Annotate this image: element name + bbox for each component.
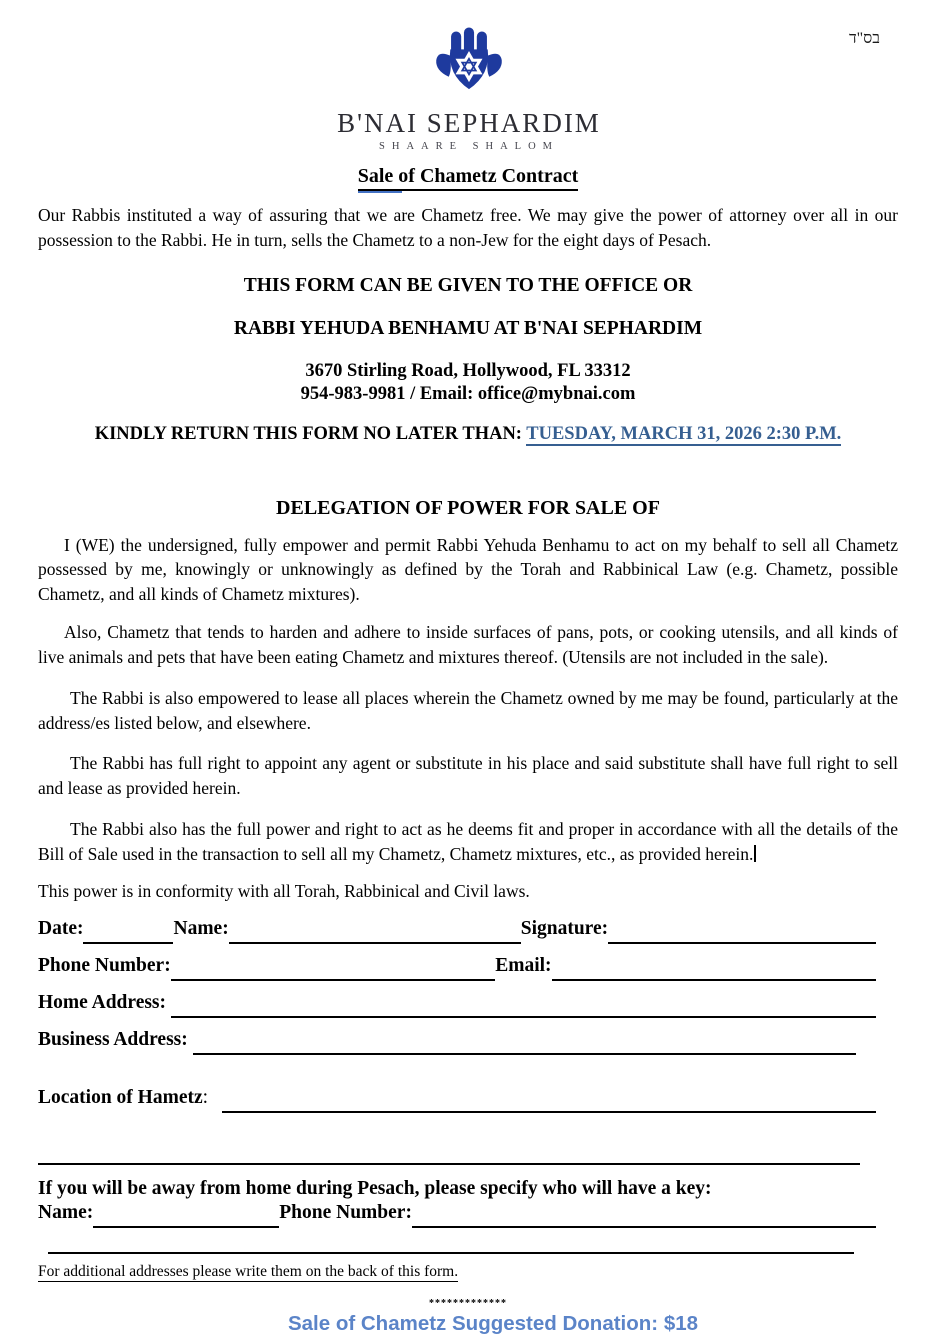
extra-fill-line[interactable] — [48, 1232, 854, 1254]
form-row-location — [38, 1087, 898, 1113]
intro-paragraph: Our Rabbis instituted a way of assuring that we are Chametz free. We may give the power of attorney over all in our possession to the Rabbi. He in turn, sells the Chametz to a non-Jew for the eight days of Pesach. — [38, 205, 898, 251]
additional-addresses-note: For additional addresses please write them on the back of this form. — [38, 1262, 459, 1280]
form-row-home-address — [38, 992, 898, 1018]
delegation-paragraph-3: The Rabbi is also empowered to lease all places wherein the Chametz owned by me may be found, particularly at the address/es listed below, and elsewhere. — [38, 687, 898, 733]
text-cursor — [754, 845, 756, 862]
asterisk-separator: ************* — [429, 1297, 507, 1309]
location-label: Location of Hametz — [38, 1086, 203, 1108]
date-fill-line[interactable] — [83, 918, 173, 944]
delegation-paragraph-5 — [38, 817, 898, 867]
donation-note: Sale of Chametz Suggested Donation: $18 — [287, 1311, 699, 1335]
phone-fill-line[interactable] — [171, 955, 495, 981]
phone-label: Phone Number: — [38, 954, 171, 976]
logo-wordmark: B'NAI SEPHARDIM — [337, 108, 601, 138]
document-title — [38, 165, 898, 191]
delegation-paragraph-4: The Rabbi has full right to appoint any agent or substitute in his place and said substitute shall have full right to sell and lease as provided herein. — [38, 753, 898, 799]
key-phone-fill-line[interactable] — [412, 1202, 876, 1228]
delegation-paragraph-5-text: The Rabbi also has the full power and right to act as he deems fit and proper in accordance with all the details of the Bill of Sale used in the transaction to sell all my Chametz, Chametz mixtures, etc., as provided herein. — [38, 819, 898, 864]
congregation-logo — [0, 0, 938, 152]
date-label: Date: — [38, 917, 84, 939]
hamsa-star-of-david-icon — [430, 26, 508, 104]
delegation-paragraph-1: I (WE) the undersigned, fully empower and permit Rabbi Yehuda Benhamu to act on my behalf to sell all Chametz possessed by me, knowingly or unknowingly as defined by the Torah and Rabbinical Law (e.g. Chametz, possible Chametz, and all kinds of Chametz mixtures). — [38, 534, 898, 605]
delegation-heading: DELEGATION OF POWER FOR SALE OF — [276, 496, 660, 519]
location-fill-line-2[interactable] — [38, 1141, 860, 1165]
away-notice: If you will be away from home during Pesach, please specify who will have a key: — [38, 1177, 712, 1199]
location-fill-line[interactable] — [222, 1087, 876, 1113]
form-row-date-name-signature — [38, 918, 898, 944]
key-name-label: Name: — [38, 1201, 94, 1223]
name-label: Name: — [173, 917, 229, 939]
form-row-key-holder — [38, 1202, 898, 1228]
spellcheck-underline — [358, 191, 402, 193]
office-line-1: THIS FORM CAN BE GIVEN TO THE OFFICE OR — [243, 275, 693, 297]
office-line-2: RABBI YEHUDA BENHAMU AT B'NAI SEPHARDIM — [233, 318, 703, 340]
business-address-label: Business Address: — [38, 1028, 193, 1050]
name-fill-line[interactable] — [229, 918, 521, 944]
key-phone-label: Phone Number: — [279, 1201, 412, 1223]
signature-label: Signature: — [520, 917, 609, 939]
key-name-fill-line[interactable] — [93, 1202, 279, 1228]
conformity-paragraph: This power is in conformity with all Torah, Rabbinical and Civil laws. — [38, 880, 530, 901]
document-title-rest: of Chametz Contract — [393, 165, 579, 187]
home-address-fill-line[interactable] — [171, 992, 876, 1018]
return-deadline-label: KINDLY RETURN THIS FORM NO LATER THAN: — [94, 423, 527, 444]
document-title-word1: Sale — [357, 165, 394, 187]
hebrew-blessing: בס"ד — [848, 30, 880, 47]
return-deadline-notice — [38, 424, 898, 445]
contact-line: 954-983-9981 / Email: office@mybnai.com — [300, 383, 636, 404]
email-fill-line[interactable] — [552, 955, 876, 981]
location-colon: : — [202, 1086, 213, 1108]
signature-fill-line[interactable] — [608, 918, 876, 944]
business-address-fill-line[interactable] — [193, 1029, 856, 1055]
delegation-paragraph-2: Also, Chametz that tends to harden and adhere to inside surfaces of pans, pots, or cooking utensils, and all kinds of live animals and pets that have been eating Chametz and mixtures thereof. (Utensils are not included in the sale). — [38, 622, 898, 667]
address-line: 3670 Stirling Road, Hollywood, FL 33312 — [305, 361, 631, 382]
form-row-business-address — [38, 1029, 898, 1055]
email-label: Email: — [495, 954, 552, 976]
return-deadline-date: TUESDAY, MARCH 31, 2026 2:30 P.M. — [526, 423, 842, 444]
form-row-phone-email — [38, 955, 898, 981]
logo-tagline: SHAARE SHALOM — [379, 141, 559, 152]
home-address-label: Home Address: — [38, 991, 171, 1013]
